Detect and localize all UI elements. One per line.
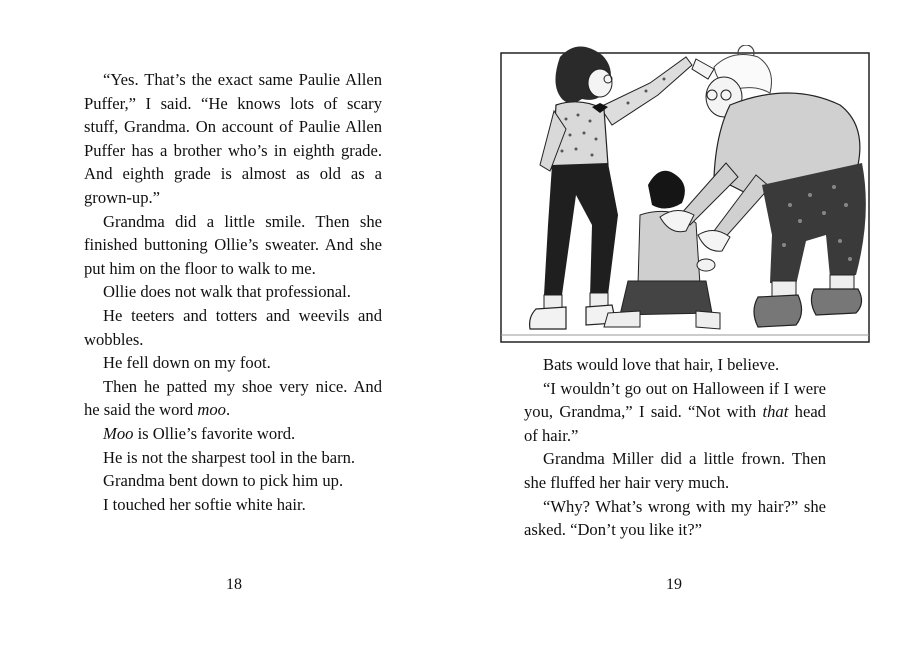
text-run: Then he patted my shoe very nice. And he said the word (84, 376, 382, 420)
paragraph (84, 422, 382, 446)
paragraph: He teeters and totters and weevils and wobbles. (84, 305, 382, 349)
paragraph: Grandma did a little smile. Then she finished buttoning Ollie’s sweater. And she put him on the floor to walk to me. (84, 211, 382, 278)
paragraph: “Why? What’s wrong with my hair?” she asked. “Don’t you like it?” (524, 496, 826, 540)
paragraph: I touched her softie white hair. (103, 494, 306, 514)
paragraph: He is not the sharpest tool in the barn. (103, 447, 356, 467)
italic-text: moo (197, 400, 226, 420)
left-page-text (84, 68, 382, 516)
paragraph: “Yes. That’s the exact same Paulie Allen Puffer,” I said. “He knows lots of scary stuff, Grandma. On account of Paulie Allen Puffer has a brother who’s in eighth grade. And eighth grade is almost as old as a grown-up.” (84, 70, 382, 207)
paragraph (524, 377, 826, 448)
paragraph: He fell down on my foot. (103, 353, 271, 373)
paragraph (84, 375, 382, 422)
paragraph: Ollie does not walk that professional. (103, 282, 351, 302)
paragraph: Grandma Miller did a little frown. Then she fluffed her hair very much. (524, 449, 826, 492)
paragraph: Bats would love that hair, I believe. (543, 355, 780, 374)
italic-text: Moo (103, 423, 134, 443)
text-run: head of hair.” (524, 402, 826, 445)
book-illustration-icon (500, 45, 870, 343)
page-number-right: 19 (666, 576, 682, 593)
right-page-text (524, 353, 826, 542)
page-number-left: 18 (226, 576, 242, 593)
text-run: “I wouldn’t go out on Halloween if I were you, Grandma,” I said. “Not with (524, 378, 826, 422)
text-run: . (225, 400, 231, 420)
paragraph: Grandma bent down to pick him up. (103, 471, 344, 491)
text-run: is Ollie’s favorite word. (133, 423, 296, 443)
italic-text: that (762, 402, 789, 422)
